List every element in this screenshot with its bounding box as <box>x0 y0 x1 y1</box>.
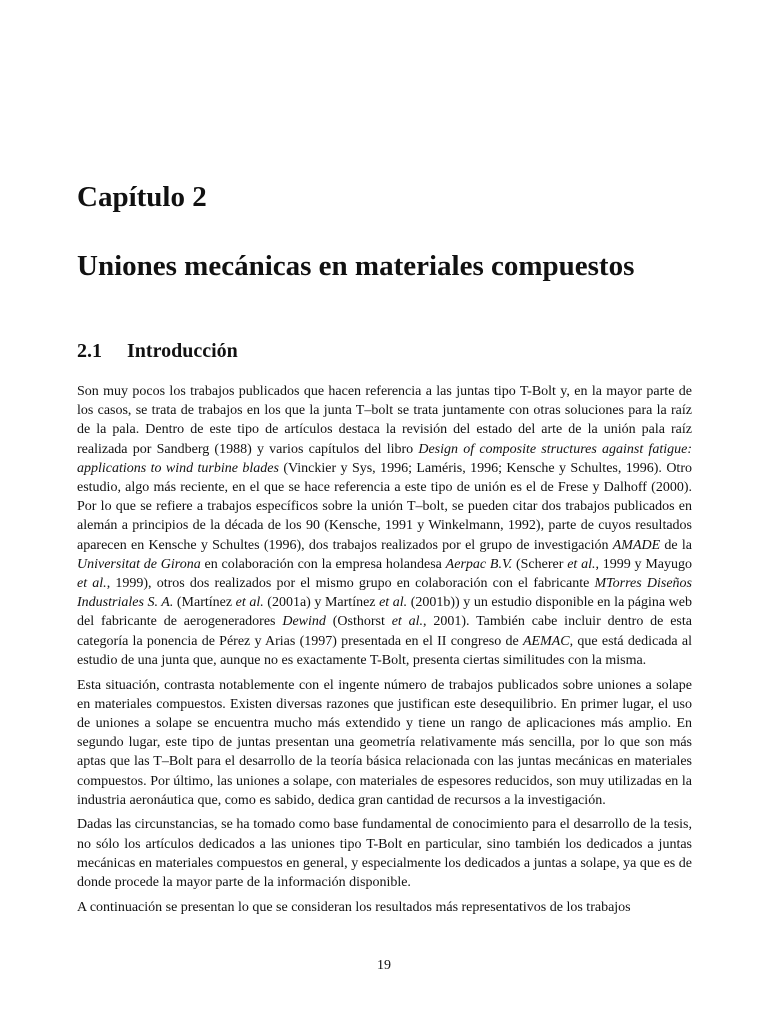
section-number: 2.1 <box>77 340 102 362</box>
text-run: A continuación se presentan lo que se consideran los resultados más representativos de los trabajos <box>77 899 631 915</box>
chapter-label: Capítulo 2 <box>77 181 207 213</box>
text-run: Son muy pocos los trabajos publicados que hacen referencia a las juntas tipo T-Bolt y, en la mayor parte de los casos, se trata de trabajos en los que la junta T–bolt se trata juntamente con otras soluciones para la raíz de la pala. Dentro de este tipo de artículos destaca la revisión del estado del arte de la unión pala raíz realizada por Sandberg (1988) y varios capítulos del libro <box>77 384 692 457</box>
page-number: 19 <box>377 958 391 973</box>
italic-run: et al. <box>379 595 408 611</box>
italic-run: Universitat de Girona <box>77 556 201 572</box>
text-run: , 1999 y Mayugo <box>595 556 692 572</box>
italic-run: et al. <box>235 595 264 611</box>
text-run: (Osthorst <box>325 614 392 630</box>
text-run: , 1999), otros dos realizados por el mismo grupo en colaboración con el fabricante <box>106 576 595 592</box>
section-heading <box>77 338 238 364</box>
italic-run: Aerpac B.V. <box>445 556 513 572</box>
text-run: , 2001). También cabe incluir dentro de esta categoría la ponencia de Pérez y Arias (1997) presentada en el II congreso de <box>77 614 692 649</box>
italic-run: et al. <box>567 556 596 572</box>
text-run: Esta situación, contrasta notablemente con el ingente número de trabajos publicados sobre uniones a solape en materiales compuestos. Existen diversas razones que justifican este desequilibrio. En primer lugar, el uso de uniones a solape se encuentra mucho más extendido y tiene un rango de aplicaciones más amplio. En segundo lugar, este tipo de juntas presentan una geometría relativamente más sencilla, por lo que son más aptas que las T–Bolt para el desarrollo de la teoría básica relacionada con las juntas mecánicas en materiales compuestos. Por último, las uniones a solape, con materiales de espesores reducidos, son muy utilizadas en la industria aeronáutica que, como es sabido, dedica gran cantidad de recursos a la investigación. <box>77 677 692 808</box>
italic-run: et al. <box>77 576 107 592</box>
text-run: de la <box>660 537 692 553</box>
text-run: Dadas las circunstancias, se ha tomado como base fundamental de conocimiento para el desarrollo de la tesis, no sólo los artículos dedicados a las uniones tipo T-Bolt en particular, sino también los dedicados a juntas mecánicas en materiales compuestos en general, y especialmente los dedicados a juntas a solape, ya que es de donde procede la mayor parte de la información disponible. <box>77 817 692 891</box>
italic-run: AMADE <box>612 537 661 553</box>
paragraph-3 <box>77 815 692 892</box>
text-run: , que está dedicada al estudio de una junta que, aunque no es exactamente T-Bolt, presenta ciertas similitudes con la misma. <box>77 633 692 668</box>
text-run: (Vinckier y Sys, 1996; Laméris, 1996; Kensche y Schultes, 1996). Otro estudio, algo más reciente, en el que se hace referencia a este tipo de unión es el de Frese y Dalhoff (2000). Por lo que se refiere a trabajos específicos sobre la unión T–bolt, se pueden citar dos trabajos publicados en alemán a principios de la década de los 90 (Kensche, 1991 y Winkelmann, 1992), parte de cuyos resultados aparecen en Kensche y Schultes (1996), dos trabajos realizados por el grupo de investigación <box>77 460 692 553</box>
text-run: (Martínez <box>173 595 236 611</box>
paragraph-2 <box>77 676 692 810</box>
chapter-title: Uniones mecánicas en materiales compuestos <box>77 250 635 282</box>
text-run: (2001b)) y un estudio disponible en la página web del fabricante de aerogeneradores <box>77 595 692 630</box>
italic-run: Design of composite structures against fatigue: applications to wind turbine blades <box>77 441 692 476</box>
paragraph-1 <box>77 382 692 670</box>
italic-run: Dewind <box>282 614 326 630</box>
paragraph-4 <box>77 898 692 917</box>
italic-run: AEMAC <box>522 633 570 649</box>
italic-run: MTorres Diseños Industriales S. A. <box>77 576 692 611</box>
section-title: Introducción <box>127 340 238 362</box>
text-run: (Scherer <box>512 556 568 572</box>
text-run: en colaboración con la empresa holandesa <box>200 556 446 572</box>
italic-run: et al. <box>391 614 424 630</box>
text-run: (2001a) y Martínez <box>263 595 380 611</box>
body-text <box>77 382 692 922</box>
